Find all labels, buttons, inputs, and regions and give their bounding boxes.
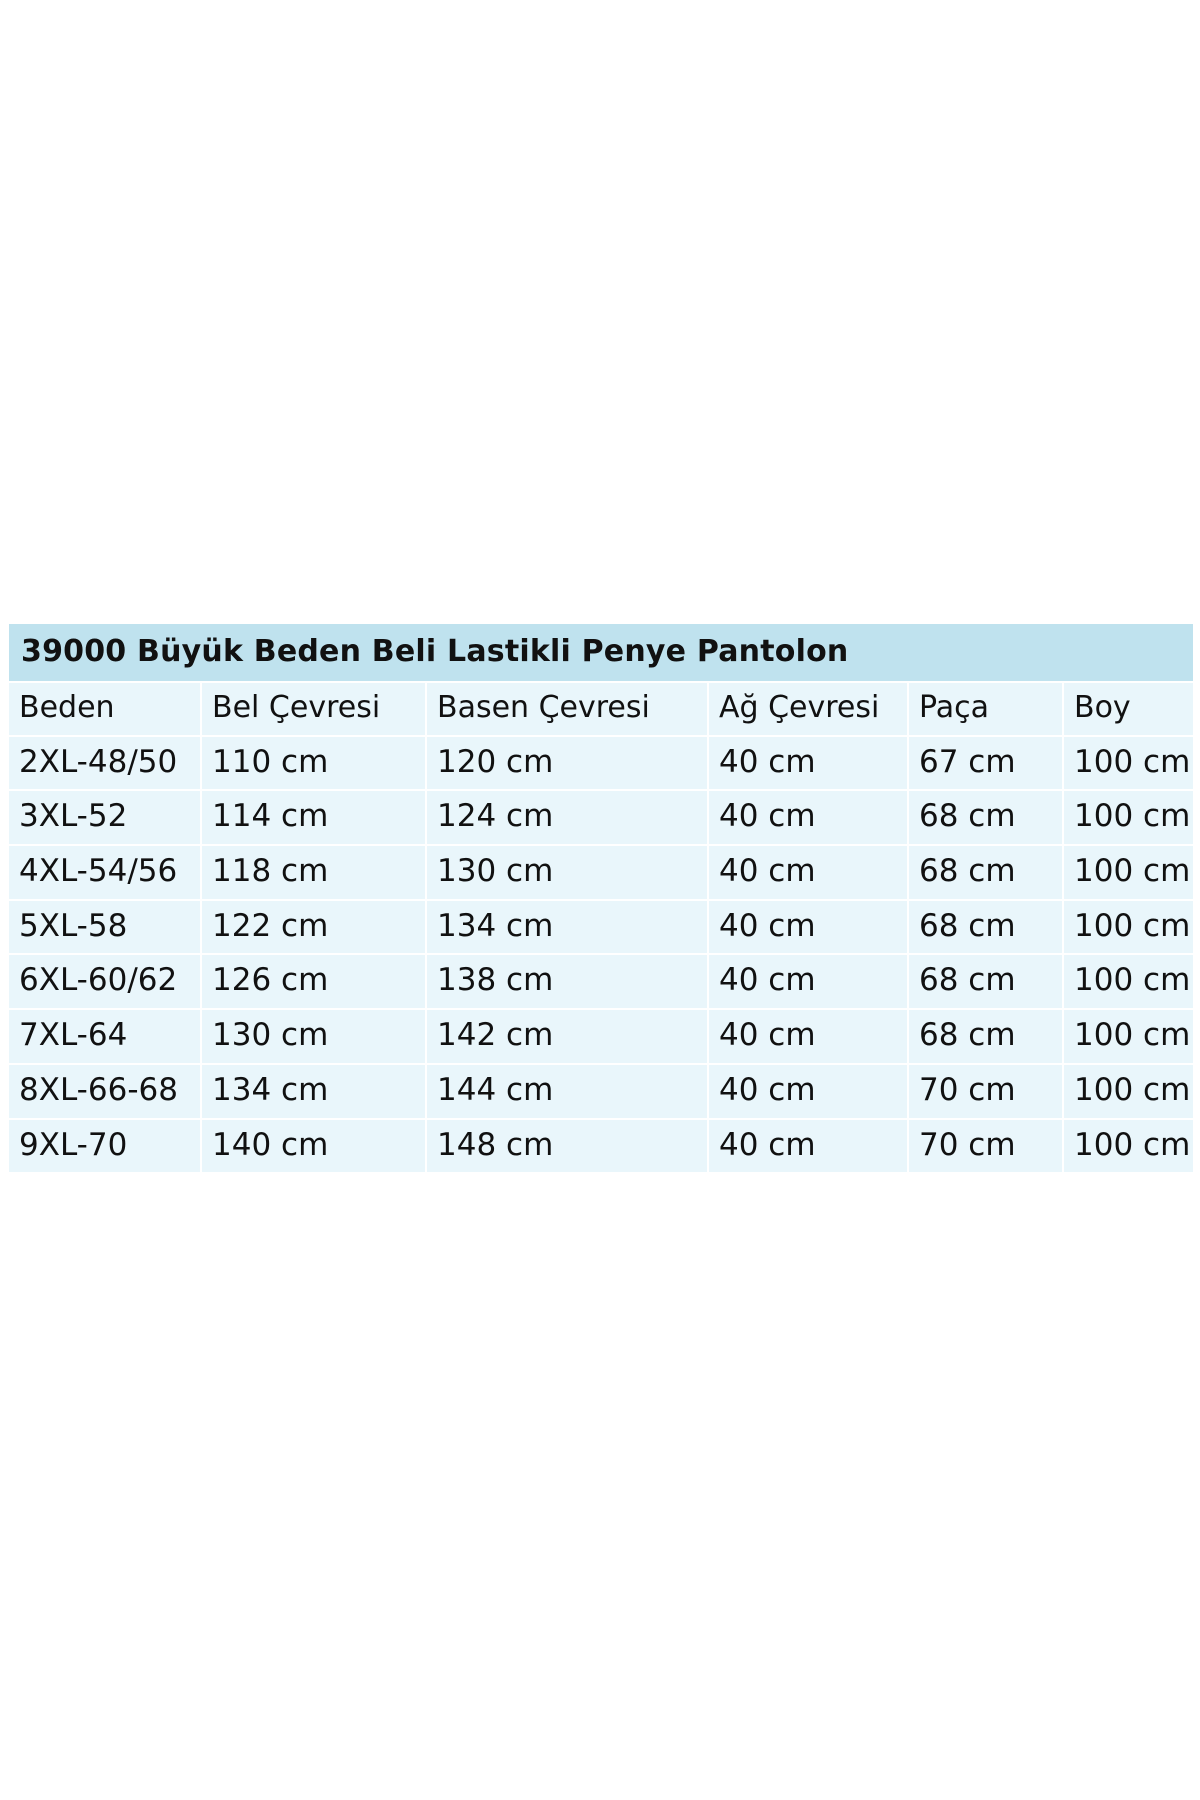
cell-waist: 140 cm [201,1119,426,1174]
cell-size: 9XL-70 [8,1119,201,1174]
column-header-ag-cevresi: Ağ Çevresi [708,682,908,736]
cell-crotch: 40 cm [708,736,908,791]
cell-waist: 134 cm [201,1064,426,1119]
cell-length: 100 cm [1063,1064,1194,1119]
cell-crotch: 40 cm [708,1009,908,1064]
cell-length: 100 cm [1063,845,1194,900]
cell-size: 6XL-60/62 [8,954,201,1009]
cell-hip: 138 cm [426,954,708,1009]
column-header-boy: Boy [1063,682,1194,736]
cell-size: 4XL-54/56 [8,845,201,900]
cell-leg-opening: 68 cm [908,1009,1063,1064]
cell-crotch: 40 cm [708,845,908,900]
table-row [8,954,1194,1009]
cell-size: 3XL-52 [8,790,201,845]
cell-crotch: 40 cm [708,790,908,845]
size-table-body [8,682,1194,1173]
size-chart [7,622,1193,1174]
cell-size: 2XL-48/50 [8,736,201,791]
table-header-row [8,682,1194,736]
cell-length: 100 cm [1063,1119,1194,1174]
table-row [8,1009,1194,1064]
size-table-title: 39000 Büyük Beden Beli Lastikli Penye Pantolon [7,622,1195,681]
cell-leg-opening: 68 cm [908,845,1063,900]
cell-crotch: 40 cm [708,1064,908,1119]
cell-leg-opening: 68 cm [908,954,1063,1009]
cell-length: 100 cm [1063,954,1194,1009]
cell-size: 8XL-66-68 [8,1064,201,1119]
cell-leg-opening: 68 cm [908,790,1063,845]
cell-hip: 130 cm [426,845,708,900]
column-header-bel-cevresi: Bel Çevresi [201,682,426,736]
cell-waist: 114 cm [201,790,426,845]
cell-crotch: 40 cm [708,900,908,955]
cell-hip: 134 cm [426,900,708,955]
cell-size: 5XL-58 [8,900,201,955]
cell-waist: 122 cm [201,900,426,955]
cell-hip: 120 cm [426,736,708,791]
cell-length: 100 cm [1063,900,1194,955]
cell-crotch: 40 cm [708,1119,908,1174]
cell-waist: 110 cm [201,736,426,791]
table-row [8,790,1194,845]
cell-hip: 142 cm [426,1009,708,1064]
cell-hip: 148 cm [426,1119,708,1174]
cell-length: 100 cm [1063,790,1194,845]
cell-waist: 126 cm [201,954,426,1009]
cell-length: 100 cm [1063,736,1194,791]
table-row [8,845,1194,900]
cell-waist: 130 cm [201,1009,426,1064]
cell-leg-opening: 67 cm [908,736,1063,791]
table-row [8,736,1194,791]
cell-leg-opening: 70 cm [908,1119,1063,1174]
column-header-basen-cevresi: Basen Çevresi [426,682,708,736]
table-row [8,900,1194,955]
cell-size: 7XL-64 [8,1009,201,1064]
cell-hip: 124 cm [426,790,708,845]
cell-leg-opening: 68 cm [908,900,1063,955]
column-header-beden: Beden [8,682,201,736]
table-row [8,1119,1194,1174]
table-row [8,1064,1194,1119]
cell-hip: 144 cm [426,1064,708,1119]
column-header-paca: Paça [908,682,1063,736]
cell-waist: 118 cm [201,845,426,900]
cell-crotch: 40 cm [708,954,908,1009]
cell-length: 100 cm [1063,1009,1194,1064]
cell-leg-opening: 70 cm [908,1064,1063,1119]
size-table [7,622,1195,1174]
